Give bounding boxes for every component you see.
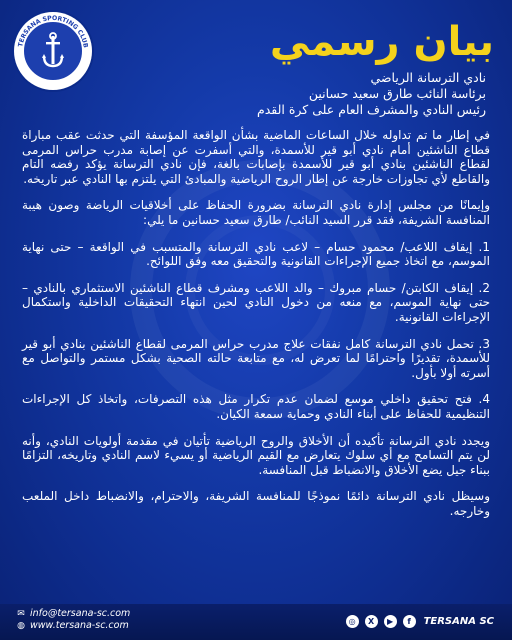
president-title: رئيس النادي والمشرف العام على كرة القدم [256, 102, 486, 117]
decision-item-1: 1. إيقاف اللاعب/ محمود حسام – لاعب نادي الترسانة والمتسبب في الواقعة – حتى نهاية الموسم، مع اتخاذ جميع الإجراءات القانونية والتحقيق معه وفق اللوائح. [22, 239, 490, 269]
globe-icon: ◍ [17, 621, 25, 631]
logo-ring-text: TERSANA SPORTING CLUB [17, 14, 89, 49]
statement-body [22, 128, 490, 530]
paragraph-intro: في إطار ما تم تداوله خلال الساعات الماضية بشأن الواقعة المؤسفة التي حدثت عقب مباراة قطاع الناشئين أمام نادي أبو قير للأسمدة، والتي أسفرت عن إصابة مدرب حراس المرمى لقطاع الناشئين بنادي أبو قير للأسمدة بإصابات بالغة، فإن نادي الترسانة يؤكد رفضه التام والقاطع لأي تجاوزات خارجة عن إطار الروح الرياضية والمبادئ التي يلتزم بها النادي عبر تاريخه. [22, 128, 490, 186]
social-handle: TERSANA SC [423, 616, 494, 627]
envelope-icon: ✉ [17, 609, 25, 619]
contact-info [16, 608, 130, 632]
club-name: نادي الترسانة الرياضي [370, 70, 486, 85]
presidency-line: برئاسة النائب طارق سعيد حسانين [308, 86, 486, 101]
website-link[interactable]: www.tersana-sc.com [30, 620, 129, 631]
x-icon[interactable]: X [365, 615, 378, 628]
footer-bar [0, 604, 512, 640]
statement-header [106, 70, 486, 118]
anchor-icon [41, 32, 65, 70]
page-title: بيان رسمي [269, 19, 494, 65]
youtube-icon[interactable]: ▶ [384, 615, 397, 628]
paragraph-values: ويجدد نادي الترسانة تأكيده أن الأخلاق والروح الرياضية تأتيان في مقدمة أولويات النادي، وأنه لن يتم التسامح مع أي سلوك يتعارض مع القيم الرياضية أو يسيء لاسم النادي وتاريخه، التزامًا ببناء جيل يضع الأخلاق والانضباط قبل المنافسة. [22, 433, 490, 477]
paragraph-closing: وسيظل نادي الترسانة دائمًا نموذجًا للمنافسة الشريفة، والاحترام، والانضباط داخل الملعب وخارجه. [22, 489, 490, 518]
club-logo [14, 12, 92, 90]
email-row [16, 608, 130, 620]
social-links [346, 615, 494, 628]
decision-item-3: 3. تحمل نادي الترسانة كامل نفقات علاج مدرب حراس المرمى لقطاع الناشئين بنادي أبو قير للأسمدة، تقديرًا واحترامًا لما تعرض له، مع متابعة حالته الصحية بشكل مستمر والتواصل مع أسرته أولا بأول. [22, 336, 490, 380]
decision-item-4: 4. فتح تحقيق داخلي موسع لضمان عدم تكرار مثل هذه التصرفات، واتخاذ كل الإجراءات التنظيمية للحفاظ على أبناء النادي وحماية سمعة الكيان. [22, 392, 490, 421]
paragraph-decision: وإيمانًا من مجلس إدارة نادي الترسانة بضرورة الحفاظ على أخلاقيات الرياضة وصون هيبة المنافسة الشريفة، فقد قرر السيد النائب/ طارق سعيد حسانين ما يلي: [22, 198, 490, 227]
instagram-icon[interactable]: ◎ [346, 615, 359, 628]
website-row [16, 620, 130, 632]
facebook-icon[interactable]: f [403, 615, 416, 628]
email-link[interactable]: info@tersana-sc.com [30, 608, 131, 619]
decision-item-2: 2. إيقاف الكابتن/ حسام مبروك – والد اللاعب ومشرف قطاع الناشئين الاستثماري بالنادي – حتى نهاية الموسم، مع منعه من دخول النادي لحين انتهاء التحقيقات الداخلية واستكمال الإجراءات القانونية. [22, 280, 490, 324]
